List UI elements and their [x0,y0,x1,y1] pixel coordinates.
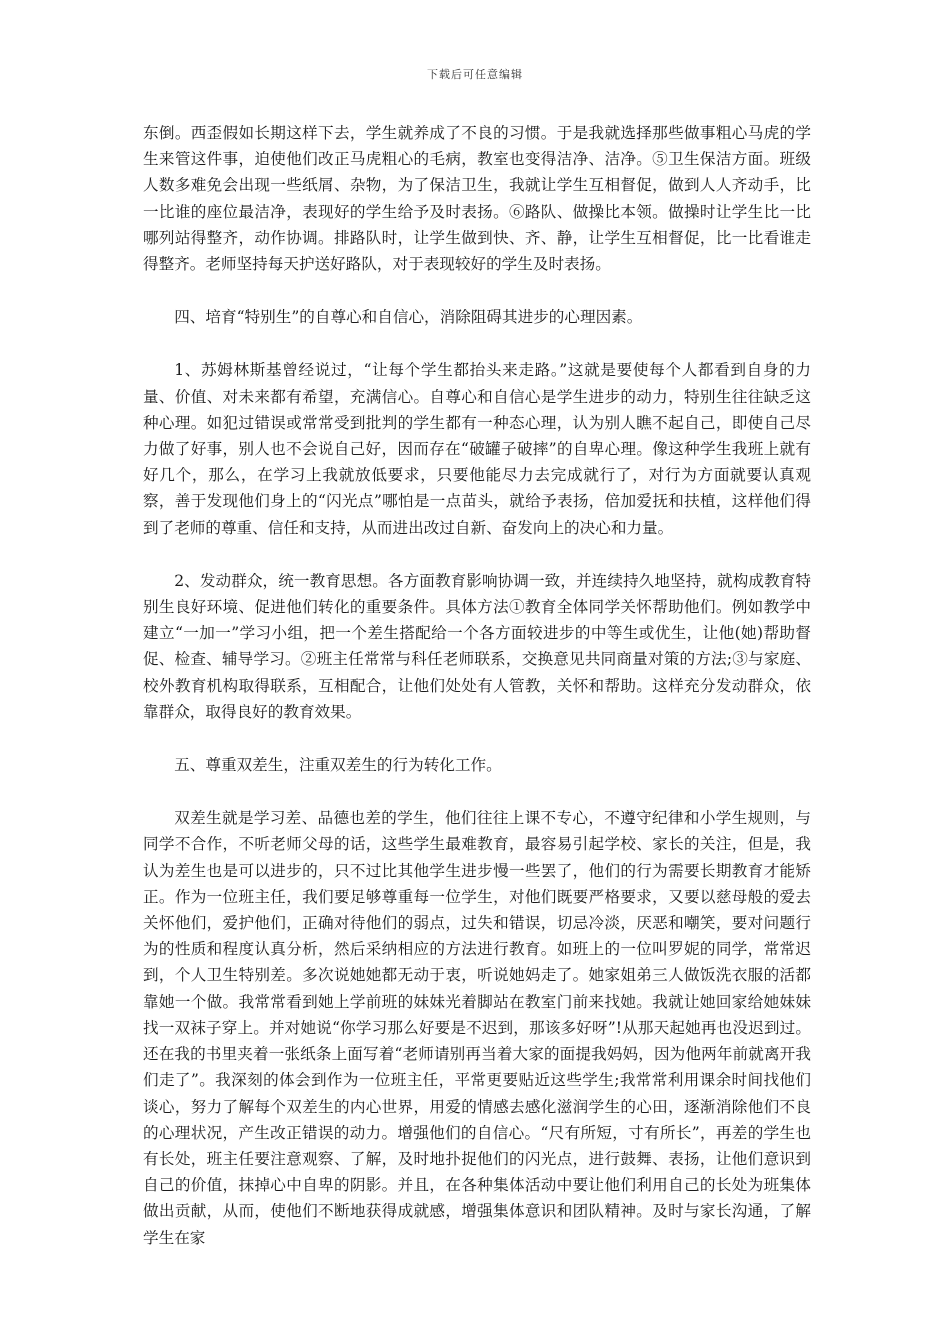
section-heading-five: 五、尊重双差生，注重双差生的行为转化工作。 [174,756,502,775]
paragraph-double-poor-students: 双差生就是学习差、品德也差的学生，他们往往上课不专心，不遵守纪律和小学生规则，与同学不合作，不听老师父母的话，这些学生最难教育，最容易引起学校、家长的关注，但是，我认为差生也是可以进步的，只不过比其他学生进步慢一些罢了，他们的行为需要长期教育才能矫正。作为一位班主任，我们要足够尊重每一位学生，对他们既要严格要求，又要以慈母般的爱去关怀他们，爱护他们，正确对待他们的弱点，过失和错误，切忌冷淡，厌恶和嘲笑，要对问题行为的性质和程度认真分析，然后采纳相应的方法进行教育。如班上的一位叫罗妮的同学，常常迟到，个人卫生特别差。多次说她她都无动于衷，听说她妈走了。她家姐弟三人做饭洗衣服的活都靠她一个做。我常常看到她上学前班的妹妹光着脚站在教室门前来找她。我就让她回家给她妹妹找一双袜子穿上。并对她说“你学习那么好要是不迟到，那该多好呀”!从那天起她再也没迟到过。还在我的书里夹着一张纸条上面写着“老师请别再当着大家的面提我妈妈，因为他两年前就离开我们走了”。我深刻的体会到作为一位班主任，平常更要贴近这些学生;我常常利用课余时间找他们谈心，努力了解每个双差生的内心世界，用爱的情感去感化滋润学生的心田，逐渐消除他们不良的心理状况，产生改正错误的动力。增强他们的自信心。“尺有所短，寸有所长”，再差的学生也有长处，班主任要注意观察、了解，及时地扑捉他们的闪光点，进行鼓舞、表扬，让他们意识到自己的价值，抹掉心中自卑的阴影。并且，在各种集体活动中要让他们利用自己的长处为班集体做出贡献，从而，使他们不断地获得成就感，增强集体意识和团队精神。及时与家长沟通，了解学生在家 [143,809,811,1247]
paragraph-mobilize-masses: 2、发动群众，统一教育思想。各方面教育影响协调一致，并连续持久地坚持，就构成教育特别生良好环境、促进他们转化的重要条件。具体方法①教育全体同学关怀帮助他们。例如教学中建立“一加一”学习小组，把一个差生搭配给一个各方面较进步的中等生或优生，让他(她)帮助督促、检查、辅导学习。②班主任常常与科任老师联系，交换意见共同商量对策的方法;③与家庭、校外教育机构取得联系，互相配合，让他们处处有人管教，关怀和帮助。这样充分发动群众，依靠群众，取得良好的教育效果。 [143,571,811,721]
paragraph-hygiene-continuation: 东倒。西歪假如长期这样下去，学生就养成了不良的习惯。于是我就选择那些做事粗心马虎的学生来管这件事，迫使他们改正马虎粗心的毛病，教室也变得洁净、洁净。⑤卫生保洁方面。班级人数多难免会出现一些纸屑、杂物，为了保洁卫生，我就让学生互相督促，做到人人齐动手，比一比谁的座位最洁净，表现好的学生给予及时表扬。⑥路队、做操比本领。做操时让学生比一比哪列站得整齐，动作协调。排路队时，让学生做到快、齐、静，让学生互相督促，比一比看谁走得整齐。老师坚持每天护送好路队，对于表现较好的学生及时表扬。 [143,124,811,274]
page-header: 下载后可任意编辑 [427,68,523,81]
paragraph-self-esteem: 1、苏姆林斯基曾经说过，“让每个学生都抬头来走路。”这就是要使每个人都看到自身的力量、价值、对未来都有希望，充满信心。自尊心和自信心是学生进步的动力，特别生往往缺乏这种心理。如犯过错误或常常受到批判的学生都有一种态心理，认为别人瞧不起自己，即使自己尽力做了好事，别人也不会说自己好，因而存在“破罐子破摔”的自卑心理。像这种学生我班上就有好几个，那么，在学习上我就放低要求，只要他能尽力去完成就行了，对行为方面就要认真观察，善于发现他们身上的“闪光点”哪怕是一点苗头，就给予表扬，倍加爱抚和扶植，这样他们得到了老师的尊重、信任和支持，从而进出改过自新、奋发向上的决心和力量。 [143,361,811,537]
section-heading-four: 四、培育“特别生”的自尊心和自信心，消除阻碍其进步的心理因素。 [174,308,643,327]
document-body [143,120,811,1251]
